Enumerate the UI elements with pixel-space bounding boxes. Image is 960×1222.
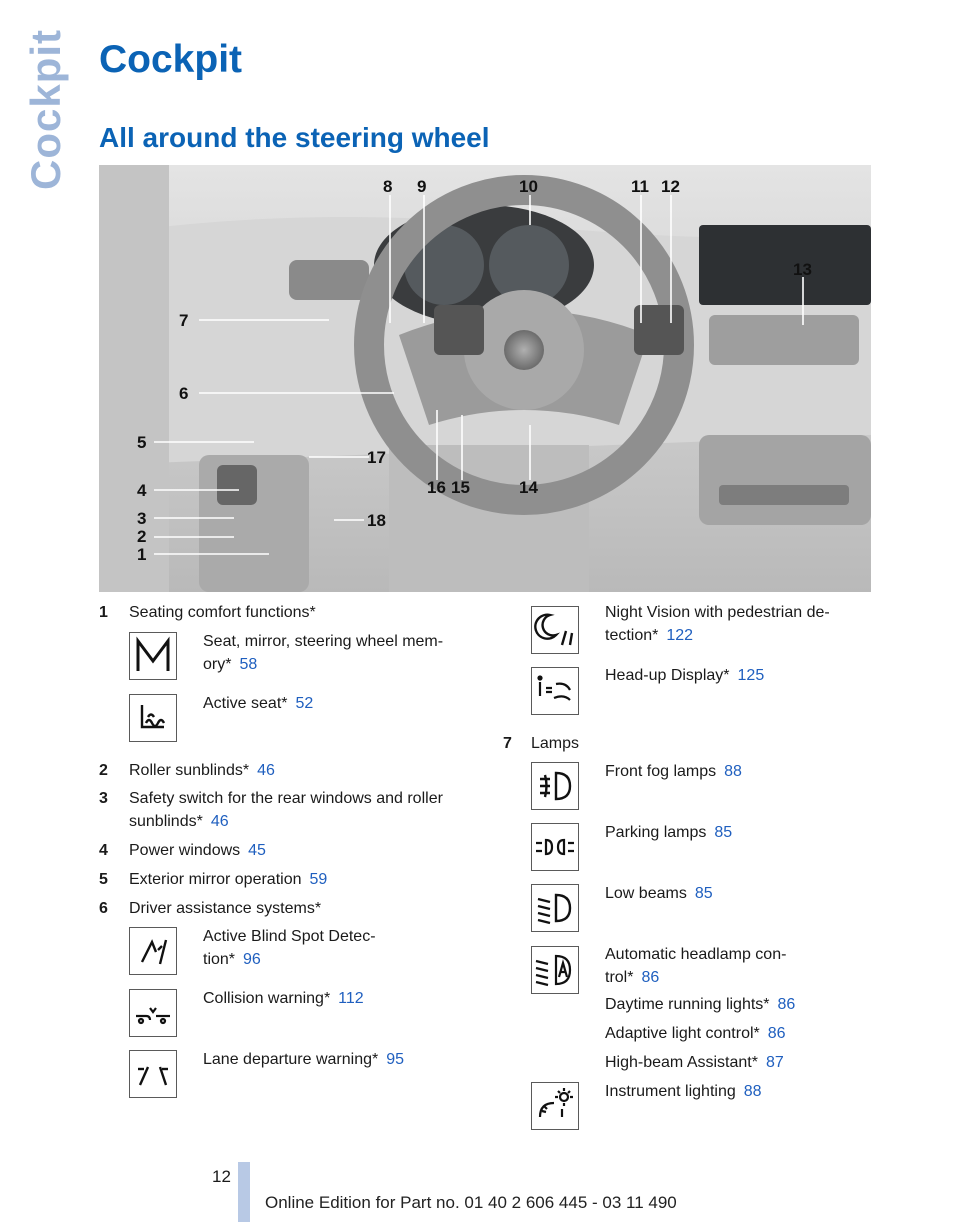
item-6-number: 6 [99,900,108,917]
auto-headlamp-icon [531,946,579,994]
collision-ref[interactable]: 112 [338,990,364,1007]
callout-2: 2 [137,527,147,546]
adaptive-label: Adaptive light control* 86 [605,1025,786,1042]
night-vision-ref[interactable]: 122 [666,627,694,644]
page-number: 12 [212,1167,231,1186]
highbeam-label: High-beam Assistant* 87 [605,1054,784,1071]
instrument-label: Instrument lighting 88 [605,1083,762,1100]
side-tab-label: Cockpit [22,28,69,190]
callout-17: 17 [367,448,386,467]
item-7-number: 7 [503,735,512,752]
callout-14: 14 [519,478,538,497]
memory-label: Seat, mirror, steering wheel mem- ory* 58 [203,633,444,673]
adaptive-ref[interactable]: 86 [767,1025,786,1042]
item-4-ref[interactable]: 45 [248,842,266,859]
highbeam-ref[interactable]: 87 [765,1054,784,1071]
collision-warning-icon [129,989,177,1037]
memory-M-icon [129,632,177,680]
hud-ref[interactable]: 125 [737,667,765,684]
lane-label: Lane departure warning* 95 [203,1051,405,1068]
item-1-number: 1 [99,604,108,621]
fog-ref[interactable]: 88 [724,763,742,780]
low-beam-icon [531,884,579,932]
callout-18: 18 [367,511,386,530]
active-seat-label: Active seat* 52 [203,695,314,712]
item-4-number: 4 [99,842,108,859]
callout-3: 3 [137,509,147,528]
daytime-ref[interactable]: 86 [777,996,796,1013]
callout-6: 6 [179,384,189,403]
callout-13: 13 [793,260,812,279]
callout-8: 8 [383,177,393,196]
item-2-ref[interactable]: 46 [257,762,275,779]
blind-spot-label: Active Blind Spot Detec- tion* 96 [203,928,376,968]
callout-4: 4 [137,481,147,500]
night-vision-label: Night Vision with pedestrian de- tection* 122 [605,604,830,644]
hud-label: Head-up Display* 125 [605,667,765,684]
callout-10: 10 [519,177,538,196]
item-5-label: Exterior mirror operation 59 [129,871,328,888]
item-2-number: 2 [99,762,108,779]
item-3-label: Safety switch for the rear windows and roller sunblinds* 46 [129,790,443,830]
instrument-ref[interactable]: 88 [743,1083,762,1100]
section-title: All around the steering wheel [99,122,490,153]
head-up-display-icon [531,667,579,715]
callout-11: 11 [631,177,649,196]
auto-headlamp-label: Automatic headlamp con- trol* 86 [605,946,787,986]
callout-9: 9 [417,177,427,196]
side-tab [14,28,74,200]
item-6-label: Driver assistance systems* [129,900,322,917]
callout-7: 7 [179,311,189,330]
callout-15: 15 [451,478,470,497]
auto-headlamp-ref[interactable]: 86 [641,969,660,986]
daytime-label: Daytime running lights* 86 [605,996,796,1013]
active-seat-icon [129,694,177,742]
callout-1: 1 [137,545,147,564]
item-4-label: Power windows 45 [129,842,266,859]
instrument-lighting-icon [531,1082,579,1130]
item-1-label: Seating comfort functions* [129,604,316,621]
blind-spot-ref[interactable]: 96 [243,951,261,968]
parking-ref[interactable]: 85 [714,824,733,841]
parking-lamp-icon [531,823,579,871]
lane-ref[interactable]: 95 [386,1051,405,1068]
item-2-label: Roller sunblinds* 46 [129,762,275,779]
cockpit-photo [99,165,871,592]
callout-5: 5 [137,433,147,452]
blind-spot-icon [129,927,177,975]
page-title: Cockpit [99,38,243,81]
fog-label: Front fog lamps 88 [605,763,742,780]
lane-departure-icon [129,1050,177,1098]
callout-12: 12 [661,177,680,196]
item-5-number: 5 [99,871,108,888]
item-3-number: 3 [99,790,108,807]
parking-label: Parking lamps 85 [605,824,733,841]
memory-ref[interactable]: 58 [239,656,258,673]
item-7-label: Lamps [531,735,580,752]
night-vision-icon [531,606,579,654]
fog-lamp-icon [531,762,579,810]
footer-edition: Online Edition for Part no. 01 40 2 606 445 - 03 11 490 [265,1193,677,1212]
item-5-ref[interactable]: 59 [309,871,328,888]
low-beam-label: Low beams 85 [605,885,713,902]
footer-bar [238,1162,250,1222]
active-seat-ref[interactable]: 52 [295,695,314,712]
item-3-ref[interactable]: 46 [210,813,229,830]
callout-16: 16 [427,478,446,497]
low-beam-ref[interactable]: 85 [694,885,713,902]
collision-label: Collision warning* 112 [203,990,364,1007]
